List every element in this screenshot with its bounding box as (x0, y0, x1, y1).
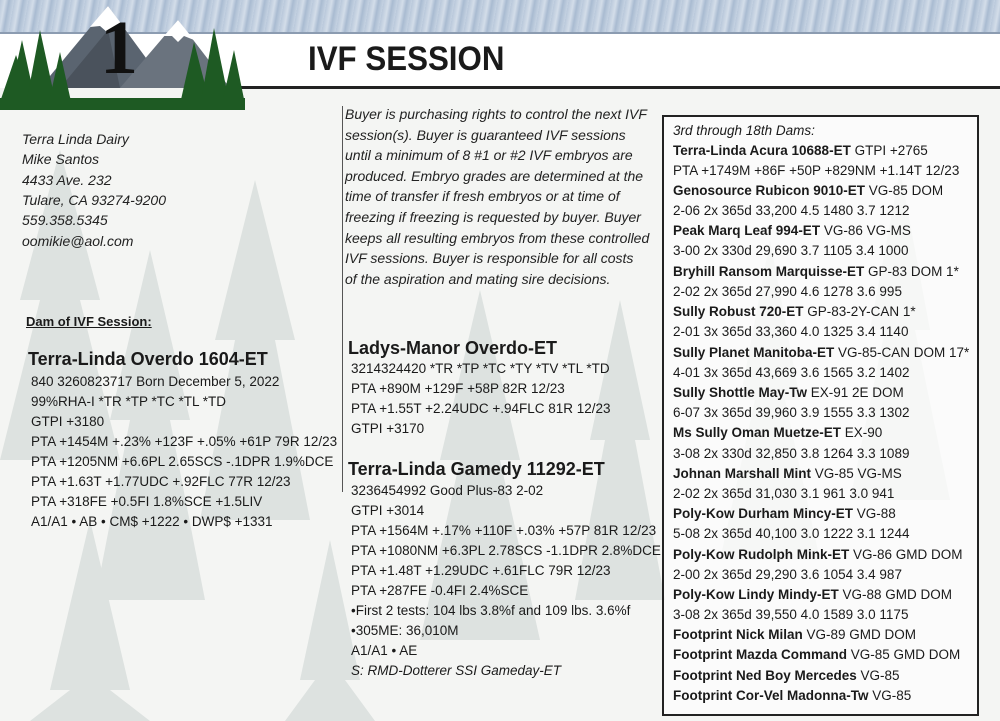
dam-entry-detail: EX-90 (841, 425, 883, 440)
sire-line: GTPI +3170 (351, 421, 425, 436)
description-line: until a minimum of 8 #1 or #2 IVF embryos are (345, 147, 633, 164)
dam-entry (673, 688, 911, 703)
dam-entry-name: Terra-Linda Acura 10688-ET (673, 143, 851, 158)
dam-entry-detail: EX-91 2E DOM (807, 385, 904, 400)
dam-entry (673, 446, 909, 461)
dam-entry (673, 547, 963, 562)
maternal-line: •First 2 tests: 104 lbs 3.8%f and 109 lbs. 3.6%f (351, 603, 631, 618)
dam-line: 840 3260823717 Born December 5, 2022 (31, 374, 280, 389)
dam-entry (673, 345, 969, 360)
dam-entry-name: Johnan Marshall Mint (673, 466, 812, 481)
dam-entry-name: Bryhill Ransom Marquisse-ET (673, 264, 865, 279)
dam-entry (673, 304, 916, 319)
contact-phone: 559.358.5345 (22, 212, 108, 228)
dam-entry-detail: VG-85-CAN DOM 17* (834, 345, 970, 360)
dam-entry-detail: 2-02 2x 365d 31,030 3.1 961 3.0 941 (673, 486, 895, 501)
dam-entry-detail: GTPI +2765 (850, 143, 928, 158)
description-line: Buyer is purchasing rights to control the next IVF (345, 106, 647, 122)
dams-box-header: 3rd through 18th Dams: (673, 123, 815, 138)
dam-entry (673, 223, 911, 238)
dam-line: PTA +1454M +.23% +123F +.05% +61P 79R 12/23 (31, 434, 338, 449)
dam-entry-detail: 4-01 3x 365d 43,669 3.6 1565 3.2 1402 (673, 365, 910, 380)
contact-farm: Terra Linda Dairy (22, 131, 129, 147)
description-line: of the aspiration and mating sire decisions. (345, 270, 611, 287)
dam-entry-detail: GP-83-2Y-CAN 1* (803, 304, 916, 319)
description-line: freezing if freezing is requested by buyer. Buyer (345, 208, 641, 225)
dam-entry (673, 425, 882, 440)
maternal-line: GTPI +3014 (351, 503, 425, 518)
dam-entry-name: Footprint Mazda Command (673, 647, 847, 662)
dam-entry-name: Footprint Ned Boy Mercedes (673, 668, 857, 683)
dam-entry-name: Sully Shottle May-Tw (673, 385, 808, 400)
dam-entry-name: Peak Marq Leaf 994-ET (673, 223, 821, 238)
dam-entry-detail: VG-88 GMD DOM (838, 587, 953, 602)
dam-entry-detail: VG-85 (868, 688, 912, 703)
contact-email: oomikie@aol.com (22, 233, 134, 249)
dam-entry (673, 163, 959, 178)
dam-entry-detail: 2-02 2x 365d 27,990 4.6 1278 3.6 995 (673, 284, 902, 299)
maternal-sire-line: S: RMD-Dotterer SSI Gameday-ET (351, 663, 562, 678)
ivf-terms-description (345, 104, 650, 289)
dam-section-label: Dam of IVF Session: (26, 314, 152, 329)
maternal-line: PTA +1080NM +6.3PL 2.78SCS -1.1DPR 2.8%DCE (351, 543, 661, 558)
maternal-line: PTA +1.48T +1.29UDC +.61FLC 79R 12/23 (351, 563, 611, 578)
dam-entry-detail: 3-08 2x 330d 32,850 3.8 1264 3.3 1089 (673, 446, 910, 461)
dam-entry-name: Footprint Cor-Vel Madonna-Tw (673, 688, 869, 703)
dam-entry-name: Poly-Kow Lindy Mindy-ET (673, 587, 839, 602)
maternal-line: PTA +1564M +.17% +110F +.03% +57P 81R 12/23 (351, 523, 657, 538)
dam-entry (673, 607, 908, 622)
dam-entry (673, 284, 902, 299)
sire-line: 3214324420 *TR *TP *TC *TY *TV *TL *TD (351, 361, 610, 376)
sire-line: PTA +890M +129F +58P 82R 12/23 (351, 381, 565, 396)
dam-entry (673, 365, 909, 380)
dam-entry (673, 143, 928, 158)
dam-entry-detail: GP-83 DOM 1* (864, 264, 959, 279)
header-rule (238, 86, 1000, 89)
dam-entry-name: Poly-Kow Durham Mincy-ET (673, 506, 854, 521)
dam-entry (673, 506, 896, 521)
dam-entry (673, 183, 943, 198)
dam-entry (673, 203, 909, 218)
dam-entry-detail: 5-08 2x 365d 40,100 3.0 1222 3.1 1244 (673, 526, 910, 541)
sire-line: PTA +1.55T +2.24UDC +.94FLC 81R 12/23 (351, 401, 611, 416)
dam-entry-name: Ms Sully Oman Muetze-ET (673, 425, 842, 440)
description-line: session(s). Buyer is guaranteed IVF sessions (345, 126, 626, 143)
dam-entry (673, 647, 960, 662)
description-line: IVF sessions. Buyer is responsible for all costs (345, 250, 634, 267)
dam-entry-detail: VG-85 GMD DOM (847, 647, 961, 662)
dam-entry-name: Genosource Rubicon 9010-ET (673, 183, 866, 198)
dam-entry (673, 668, 900, 683)
description-line: produced. Embryo grades are determined at the (345, 167, 644, 184)
dam-entry-name: Footprint Nick Milan (673, 627, 803, 642)
dam-entry (673, 627, 916, 642)
dam-entry-name: Sully Robust 720-ET (673, 304, 804, 319)
dam-entry-detail: VG-85 VG-MS (811, 466, 902, 481)
dam-entry-name: Poly-Kow Rudolph Mink-ET (673, 547, 850, 562)
page-title: IVF SESSION (308, 40, 505, 78)
dam-entry (673, 385, 904, 400)
dam-line: A1/A1 • AB • CM$ +1222 • DWP$ +1331 (31, 514, 273, 529)
column-divider (342, 106, 343, 492)
dam-entry-detail: 2-06 2x 365d 33,200 4.5 1480 3.7 1212 (673, 203, 910, 218)
dam-line: 99%RHA-I *TR *TP *TC *TL *TD (31, 394, 227, 409)
sire-name: Ladys-Manor Overdo-ET (348, 338, 558, 358)
dam-entry-detail: VG-85 (856, 668, 900, 683)
dam-entry (673, 466, 902, 481)
maternal-line: PTA +287FE -0.4FI 2.4%SCE (351, 583, 529, 598)
dam-entry (673, 243, 908, 258)
dam-entry (673, 324, 908, 339)
dam-entry-detail: PTA +1749M +86F +50P +829NM +1.14T 12/23 (673, 163, 960, 178)
dam-entry (673, 405, 909, 420)
dam-line: PTA +1205NM +6.6PL 2.65SCS -.1DPR 1.9%DCE (31, 454, 334, 469)
dam-entry-detail: VG-86 GMD DOM (849, 547, 963, 562)
dam-entry (673, 264, 959, 279)
dam-entry (673, 486, 894, 501)
lot-number: 1 (100, 6, 138, 90)
dam-entry-detail: 6-07 3x 365d 39,960 3.9 1555 3.3 1302 (673, 405, 910, 420)
dam-entry-detail: 2-00 2x 365d 29,290 3.6 1054 3.4 987 (673, 567, 902, 582)
dam-line: PTA +318FE +0.5FI 1.8%SCE +1.5LIV (31, 494, 263, 509)
dam-entry-detail: VG-88 (853, 506, 896, 521)
dam-entry-detail: 3-00 2x 330d 29,690 3.7 1105 3.4 1000 (673, 243, 909, 258)
dam-entry-detail: 2-01 3x 365d 33,360 4.0 1325 3.4 1140 (673, 324, 909, 339)
maternal-line: A1/A1 • AE (351, 643, 418, 658)
dam-entry (673, 567, 902, 582)
description-line: keeps all resulting embryos from these controlled (345, 229, 650, 246)
maternal-line: 3236454992 Good Plus-83 2-02 (351, 483, 544, 498)
dam-line: PTA +1.63T +1.77UDC +.92FLC 77R 12/23 (31, 474, 291, 489)
dam-entry (673, 587, 952, 602)
maternal-line: •305ME: 36,010M (351, 623, 459, 638)
dam-entry-detail: 3-08 2x 365d 39,550 4.0 1589 3.0 1175 (673, 607, 909, 622)
dam-name: Terra-Linda Overdo 1604-ET (28, 349, 268, 369)
dam-entry-detail: VG-89 GMD DOM (802, 627, 917, 642)
contact-name: Mike Santos (22, 151, 100, 167)
dam-entry-name: Sully Planet Manitoba-ET (673, 345, 835, 360)
maternal-granddam-name: Terra-Linda Gamedy 11292-ET (348, 459, 605, 479)
contact-street: 4433 Ave. 232 (22, 172, 112, 188)
contact-city: Tulare, CA 93274-9200 (22, 192, 166, 208)
dam-entry-detail: VG-86 VG-MS (820, 223, 911, 238)
dam-line: GTPI +3180 (31, 414, 105, 429)
dam-entry-detail: VG-85 DOM (865, 183, 944, 198)
dam-entry (673, 526, 909, 541)
description-line: time of transfer if fresh embryos or at time of (345, 188, 620, 205)
